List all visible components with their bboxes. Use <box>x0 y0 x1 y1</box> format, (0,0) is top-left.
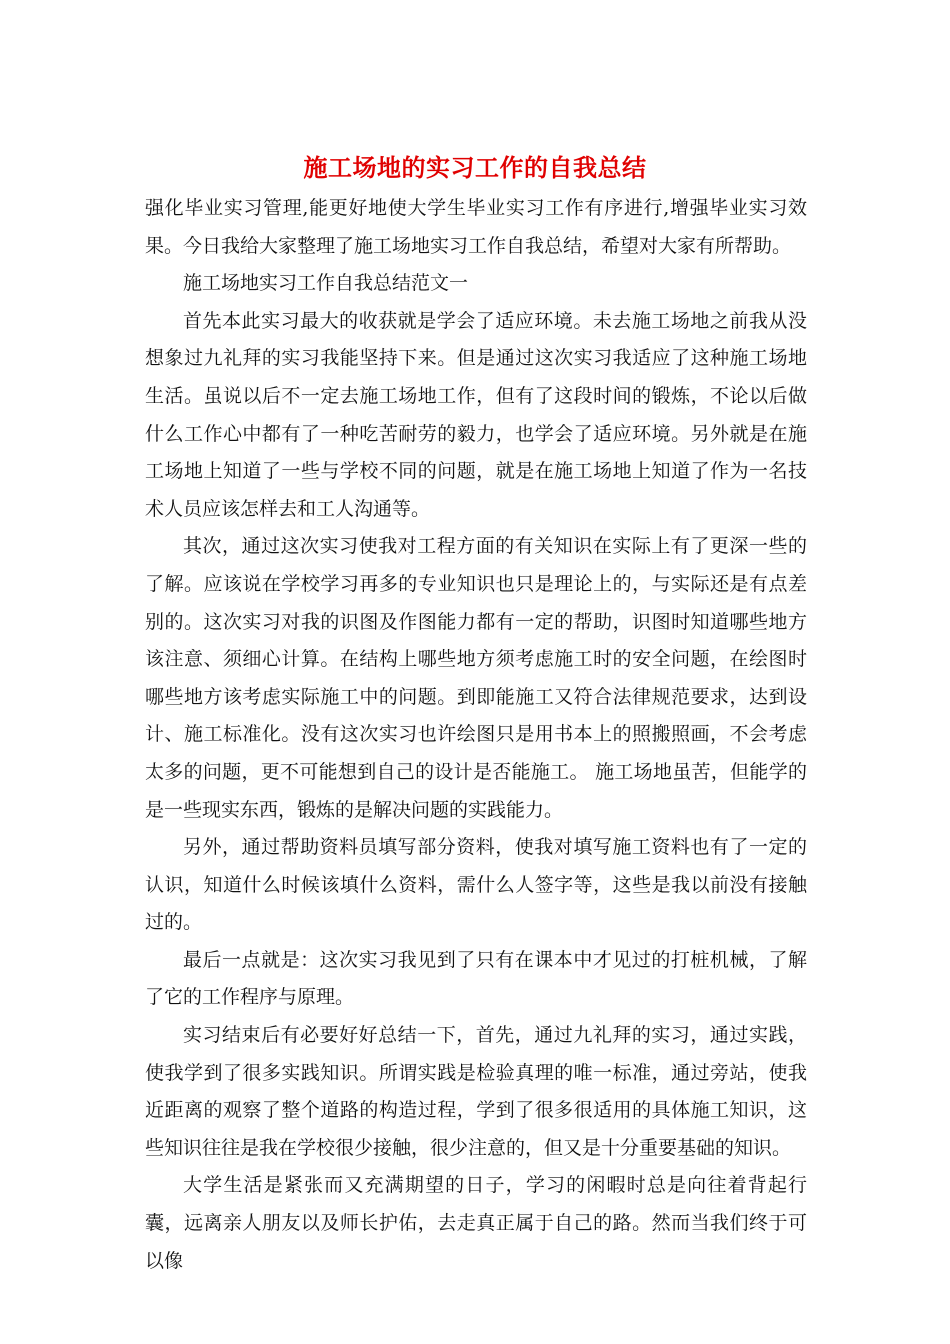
body-paragraph: 另外，通过帮助资料员填写部分资料，使我对填写施工资料也有了一定的认识，知道什么时候该填什么资料，需什么人签字等，这些是我以前没有接触过的。 <box>145 836 807 934</box>
body-paragraph: 最后一点就是：这次实习我见到了只有在课本中才见过的打桩机械，了解了它的工作程序与原理。 <box>145 948 807 1009</box>
body-paragraph: 实习结束后有必要好好总结一下，首先，通过九礼拜的实习，通过实践，使我学到了很多实践知识。所谓实践是检验真理的唯一标准，通过旁站，使我近距离的观察了整个道路的构造过程，学到了很多很适用的具体施工知识，这些知识往往是我在学校很少接触，很少注意的，但又是十分重要基础的知识。 <box>145 1024 807 1159</box>
section-heading: 施工场地实习工作自我总结范文一 <box>183 272 469 295</box>
document-body <box>145 190 807 1280</box>
intro-paragraph: 强化毕业实习管理,能更好地使大学生毕业实习工作有序进行,增强毕业实习效果。今日我给大家整理了施工场地实习工作自我总结，希望对大家有所帮助。 <box>145 197 807 257</box>
body-paragraph: 大学生活是紧张而又充满期望的日子，学习的闲暇时总是向往着背起行囊，远离亲人朋友以及师长护佑，去走真正属于自己的路。然而当我们终于可以像 <box>145 1174 807 1272</box>
body-paragraph: 首先本此实习最大的收获就是学会了适应环境。未去施工场地之前我从没想象过九礼拜的实习我能坚持下来。但是通过这次实习我适应了这种施工场地生活。虽说以后不一定去施工场地工作，但有了这段时间的锻炼，不论以后做什么工作心中都有了一种吃苦耐劳的毅力，也学会了适应环境。另外就是在施工场地上知道了一些与学校不同的问题，就是在施工场地上知道了作为一名技术人员应该怎样去和工人沟通等。 <box>145 309 807 520</box>
body-paragraph: 其次，通过这次实习使我对工程方面的有关知识在实际上有了更深一些的了解。应该说在学校学习再多的专业知识也只是理论上的，与实际还是有点差别的。这次实习对我的识图及作图能力都有一定的帮助，识图时知道哪些地方该注意、须细心计算。在结构上哪些地方须考虑施工时的安全问题，在绘图时哪些地方该考虑实际施工中的问题。到即能施工又符合法律规范要求，达到设计、施工标准化。没有这次实习也许绘图只是用书本上的照搬照画，不会考虑太多的问题，更不可能想到自己的设计是否能施工。 施工场地虽苦，但能学的是一些现实东西，锻炼的是解决问题的实践能力。 <box>145 535 807 821</box>
document-title: 施工场地的实习工作的自我总结 <box>303 153 647 182</box>
